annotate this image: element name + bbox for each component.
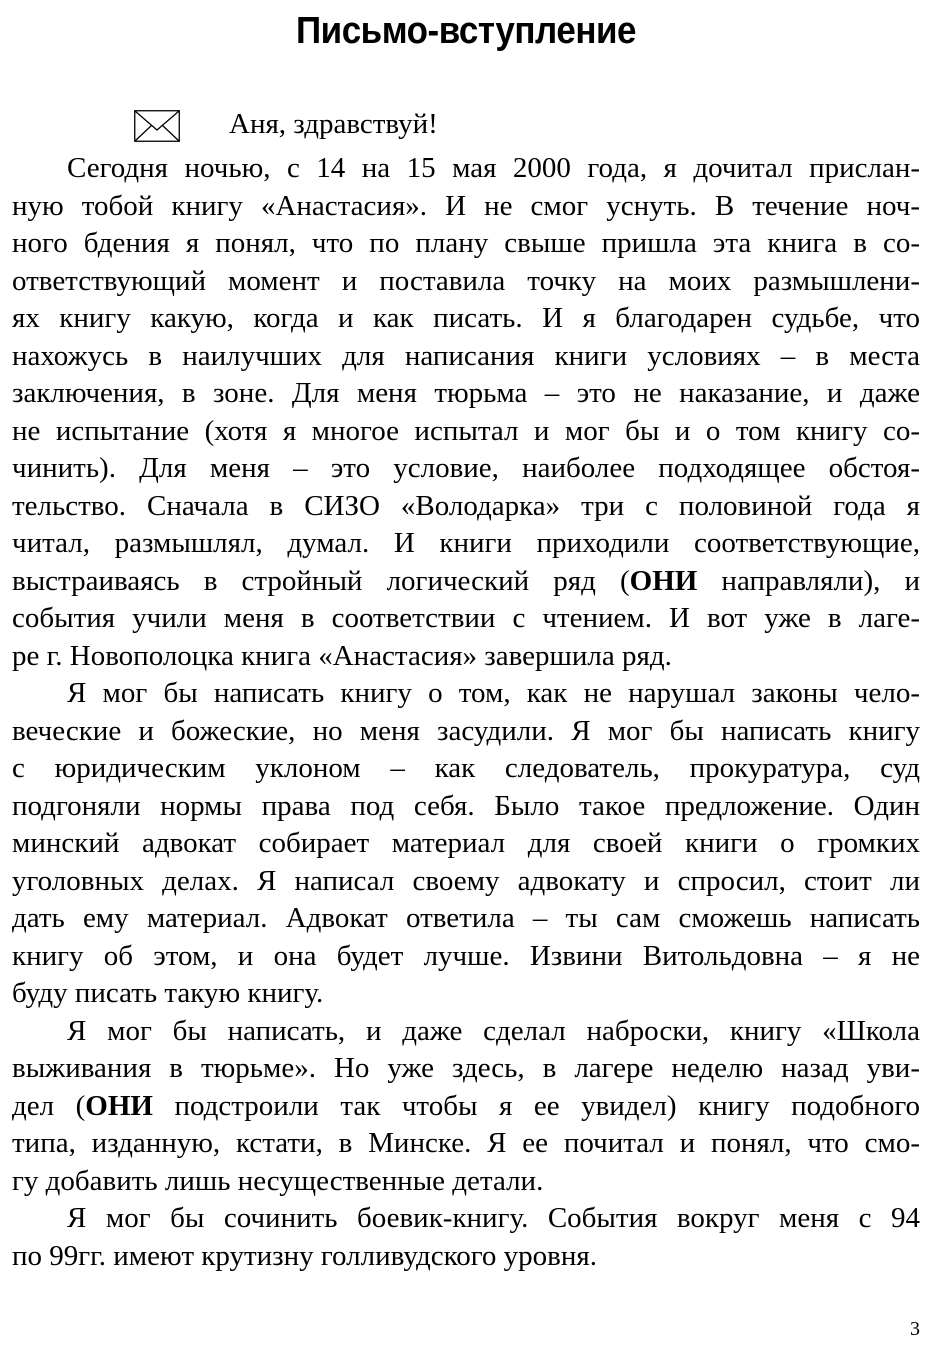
paragraph (12, 675, 920, 1013)
text-line: типа, изданную, кстати, в Минске. Я ее почитал и понял, что смо- (12, 1127, 920, 1159)
text-line: выживания в тюрьме». Но уже здесь, в лагере неделю назад уви- (12, 1052, 920, 1084)
envelope-icon (134, 110, 180, 142)
letter-body (12, 150, 920, 1275)
text-line: дел (ОНИ подстроили так чтобы я ее увидел) книгу подобного (12, 1089, 920, 1122)
text-line: Я мог бы написать книгу о том, как не нарушал законы чело- (67, 677, 920, 709)
text-line: Сегодня ночью, с 14 на 15 мая 2000 года, я дочитал прислан- (67, 152, 920, 184)
text-line: гу добавить лишь несущественные детали. (12, 1164, 544, 1197)
text-line: Я мог бы сочинить боевик-книгу. События вокруг меня с 94 (67, 1202, 920, 1234)
text-line: выстраиваясь в стройный логический ряд (ОНИ направляли), и (12, 564, 920, 597)
text-line: дать ему материал. Адвокат ответила – ты сам сможешь написать (12, 902, 920, 934)
text-line: события учили меня в соответствии с чтением. И вот уже в лаге- (12, 602, 920, 634)
text-line: ях книгу какую, когда и как писать. И я благодарен судьбе, что (12, 302, 920, 334)
paragraph (12, 1200, 920, 1275)
paragraph (12, 1013, 920, 1201)
text-line: уголовных делах. Я написал своему адвокату и спросил, стоит ли (12, 864, 920, 897)
greeting-text: Аня, здравствуй! (229, 108, 438, 140)
text-line: тельство. Сначала в СИЗО «Володарка» три с половиной года я (12, 489, 920, 522)
text-line: по 99гг. имеют крутизну голливудского уровня. (12, 1239, 597, 1272)
text-line: ного бдения я понял, что по плану свыше пришла эта книга в со- (12, 227, 920, 259)
text-line: подгоняли нормы права под себя. Было такое предложение. Один (12, 789, 920, 822)
text-line: чинить). Для меня – это условие, наиболее подходящее обстоя- (12, 452, 920, 484)
text-line: Я мог бы написать, и даже сделал наброски, книгу «Школа (67, 1014, 920, 1047)
paragraph (12, 150, 920, 675)
text-line: книгу об этом, и она будет лучше. Извини Витольдовна – я не (12, 939, 920, 972)
emphasis-oni: ОНИ (629, 564, 698, 597)
text-line: не испытание (хотя я многое испытал и мог бы и о том книгу со- (12, 414, 920, 447)
page-number: 3 (910, 1318, 920, 1340)
text-line: заключения, в зоне. Для меня тюрьма – это не наказание, и даже (12, 377, 920, 409)
text-line: нахожусь в наилучших для написания книги условиях – в места (12, 339, 920, 372)
emphasis-oni: ОНИ (85, 1089, 153, 1122)
text-line: буду писать такую книгу. (12, 977, 324, 1009)
text-line: веческие и божеские, но меня засудили. Я мог бы написать книгу (12, 714, 920, 747)
text-line: читал, размышлял, думал. И книги приходили соответствующие, (12, 527, 920, 559)
text-line: ре г. Новополоцка книга «Анастасия» завершила ряд. (12, 639, 672, 672)
text-line: ответствующий момент и поставила точку на моих размышлени- (12, 264, 920, 297)
page-title: Письмо-вступление (296, 10, 636, 52)
text-line: минский адвокат собирает материал для своей книги о громких (12, 827, 920, 859)
text-line: с юридическим уклоном – как следователь, прокуратура, суд (12, 752, 920, 784)
text-line: ную тобой книгу «Анастасия». И не смог уснуть. В течение ноч- (12, 189, 920, 222)
